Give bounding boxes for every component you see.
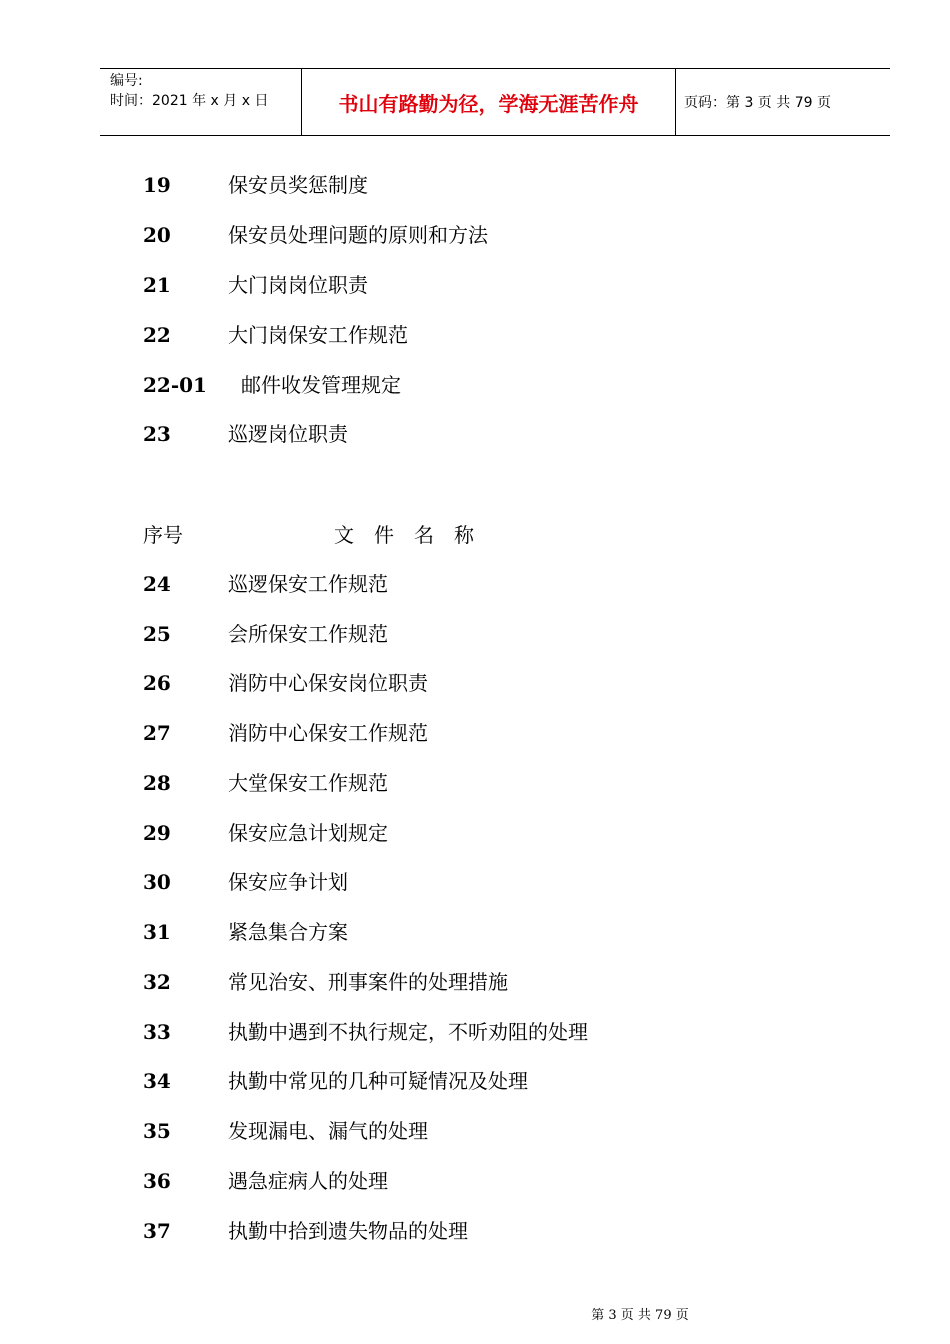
entry-number: 35 [143,1119,171,1143]
entry-title: 执勤中常见的几种可疑情况及处理 [228,1069,528,1093]
entry-number: 33 [143,1020,171,1044]
entry-title: 邮件收发管理规定 [241,373,401,397]
entry-number: 22 [143,323,171,347]
entry-title: 会所保安工作规范 [228,622,388,646]
entry-number: 20 [143,223,171,247]
entry-title: 保安员处理问题的原则和方法 [228,223,488,247]
column-header-name: 文件名称 [334,523,494,547]
entry-title: 大门岗保安工作规范 [228,323,408,347]
entry-number: 21 [143,273,171,297]
entry-number: 34 [143,1069,171,1093]
entry-number: 36 [143,1169,171,1193]
header-meta [110,71,300,111]
entry-number: 27 [143,721,171,745]
entry-title: 发现漏电、漏气的处理 [228,1119,428,1143]
entry-title: 保安员奖惩制度 [228,173,368,197]
page-footer: 第 3 页 共 79 页 [591,1308,689,1323]
time-label: 时间：2021 年 x 月 x 日 [110,93,269,109]
entry-title: 保安应急计划规定 [228,821,388,845]
entry-title: 消防中心保安工作规范 [228,721,428,745]
table-header [143,520,543,550]
entry-number: 32 [143,970,171,994]
header-divider [675,69,676,135]
entry-title: 执勤中遇到不执行规定，不听劝阻的处理 [228,1020,588,1044]
entry-number: 28 [143,771,171,795]
entry-number: 31 [143,920,171,944]
entry-number: 25 [143,622,171,646]
header-page-info: 页码：第 3 页 共 79 页 [684,95,831,111]
entry-title: 遇急症病人的处理 [228,1169,388,1193]
page-header [100,68,890,136]
entry-number: 37 [143,1219,171,1243]
entry-title: 保安应争计划 [228,870,348,894]
entry-number: 22-01 [143,373,207,397]
number-label: 编号: [110,73,143,89]
entry-number: 23 [143,422,171,446]
entry-title: 巡逻保安工作规范 [228,572,388,596]
entry-title: 大堂保安工作规范 [228,771,388,795]
entry-number: 29 [143,821,171,845]
entry-number: 19 [143,173,171,197]
entry-title: 紧急集合方案 [228,920,348,944]
entry-title: 大门岗岗位职责 [228,273,368,297]
entry-title: 巡逻岗位职责 [228,422,348,446]
column-header-index: 序号 [143,523,183,547]
entry-title: 消防中心保安岗位职责 [228,671,428,695]
entry-number: 26 [143,671,171,695]
entry-title: 常见治安、刑事案件的处理措施 [228,970,508,994]
entry-number: 24 [143,572,171,596]
entry-number: 30 [143,870,171,894]
header-slogan: 书山有路勤为径，学海无涯苦作舟 [338,91,639,116]
entry-title: 执勤中拾到遗失物品的处理 [228,1219,468,1243]
